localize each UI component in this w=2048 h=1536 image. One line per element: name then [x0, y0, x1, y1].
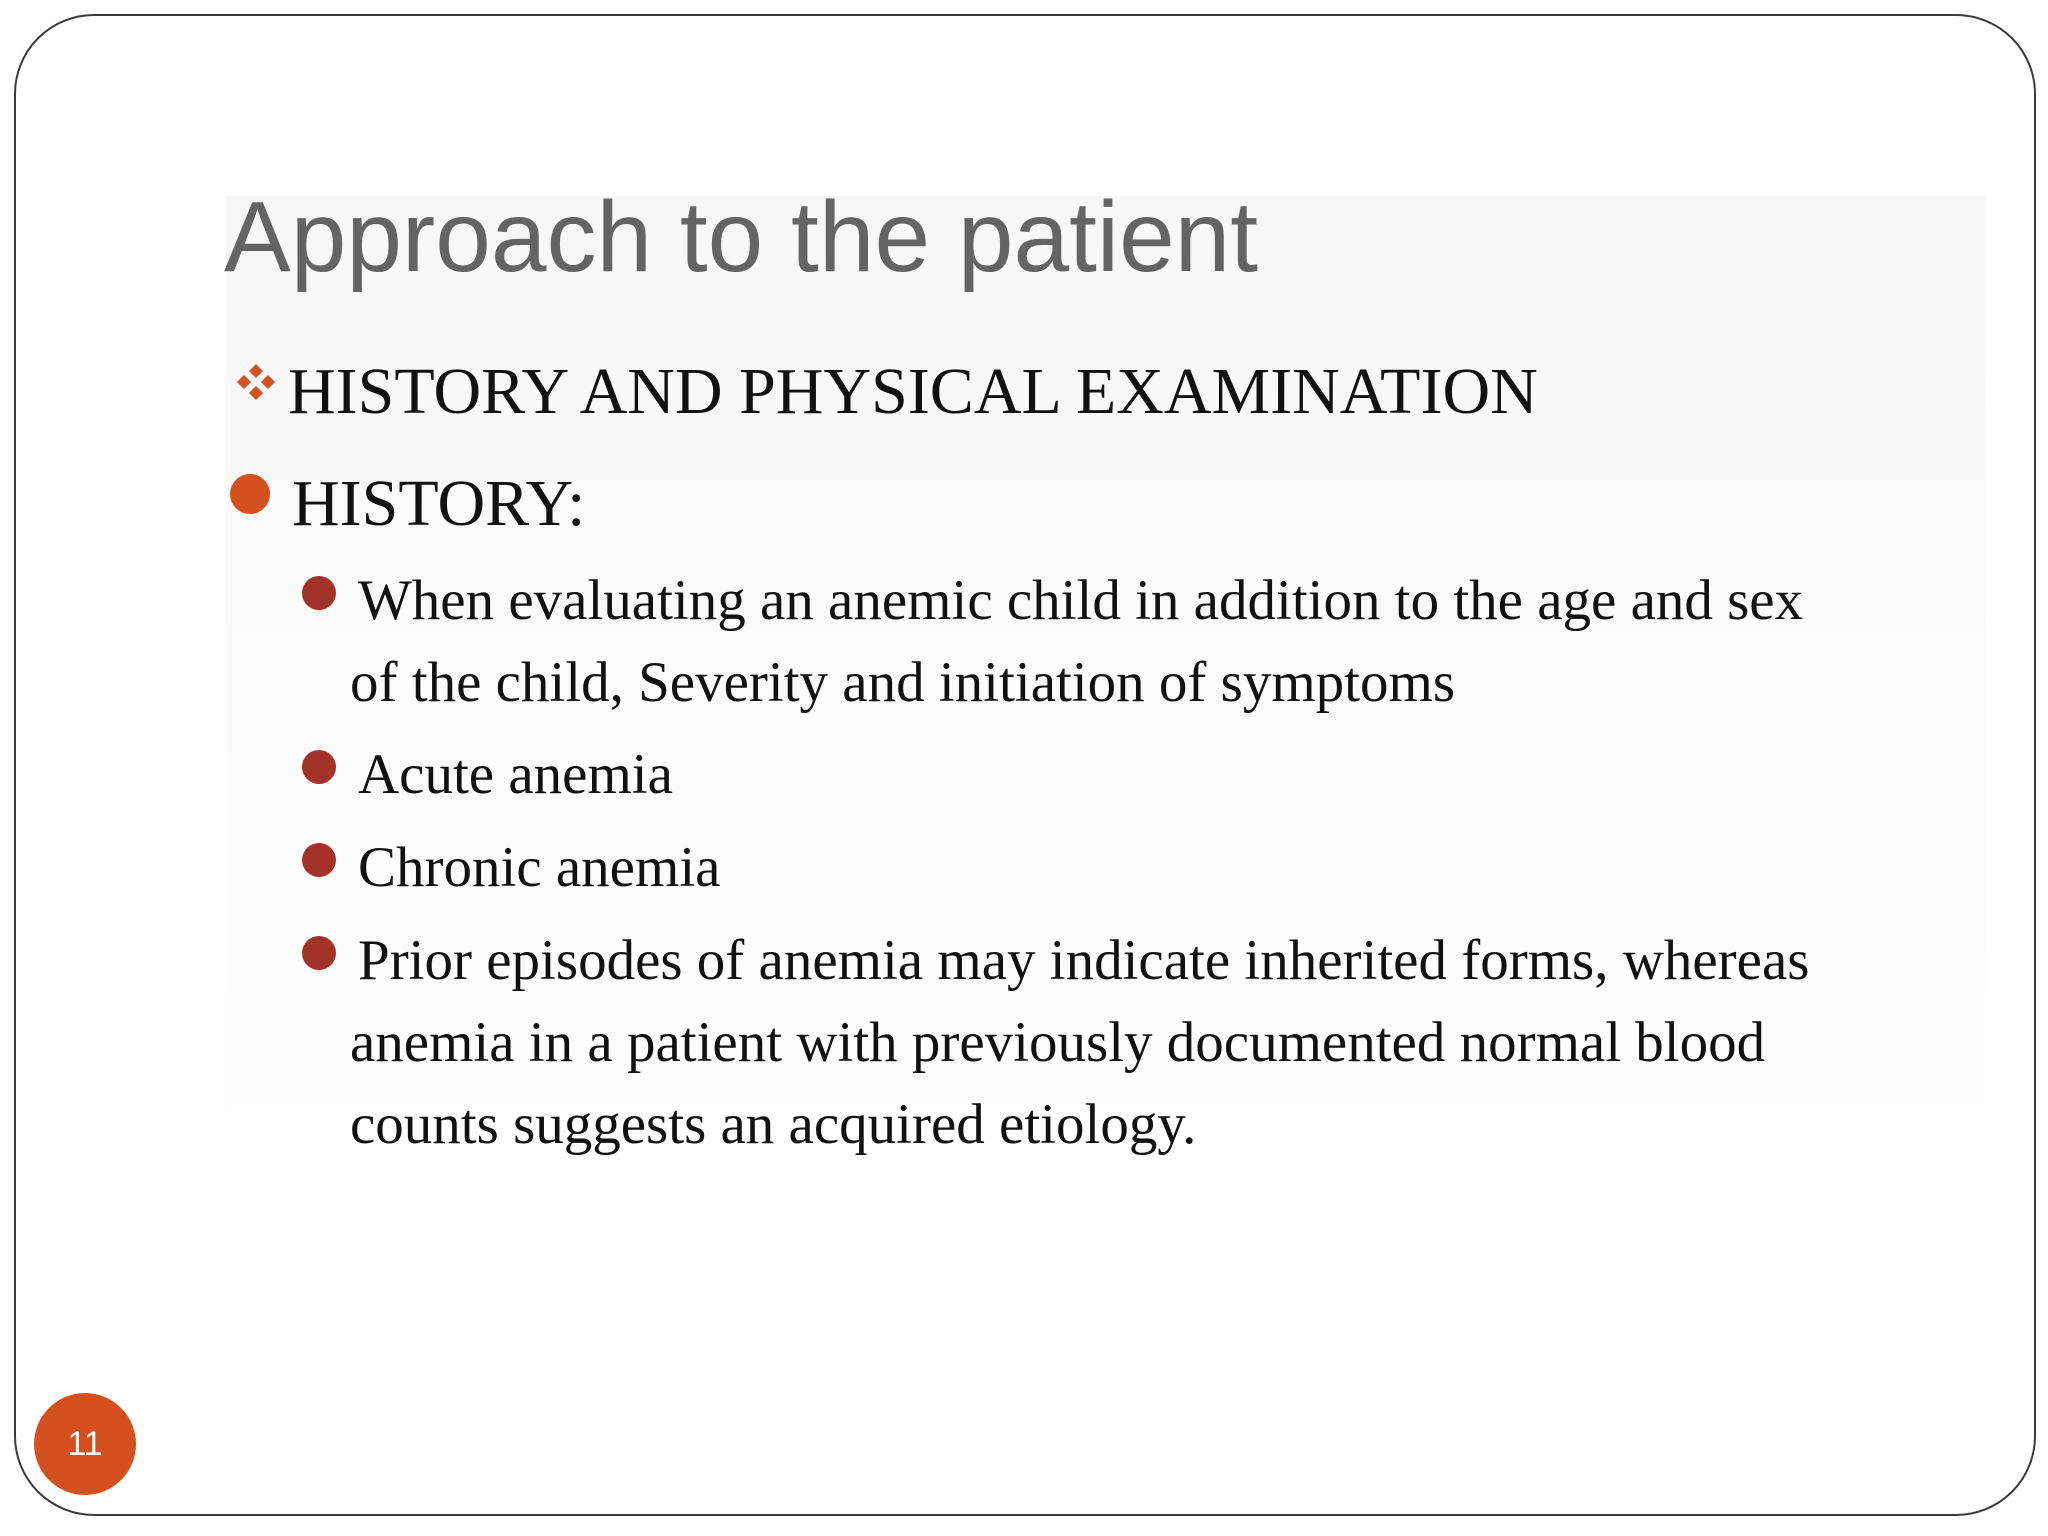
list-item: [350, 734, 673, 816]
list-item-line: Chronic anemia: [358, 836, 721, 899]
bullet-dot-icon: [302, 936, 336, 970]
list-item-line: of the child, Severity and initiation of symptoms: [350, 651, 1456, 714]
page-number-badge: 11: [34, 1393, 136, 1495]
list-item-line: Acute anemia: [358, 743, 673, 806]
list-item-line: counts suggests an acquired etiology.: [350, 1093, 1197, 1156]
bullet-dot-icon: [302, 843, 336, 877]
section-heading: HISTORY AND PHYSICAL EXAMINATION: [288, 355, 1538, 428]
slide-title: Approach to the patient: [224, 181, 1259, 293]
diamond-cluster-icon: [232, 362, 280, 402]
list-item-line: anemia in a patient with previously documented normal blood: [350, 1011, 1766, 1074]
bullet-dot-icon: [302, 750, 336, 784]
history-bullet-icon: [230, 474, 270, 514]
list-item-line: Prior episodes of anemia may indicate inherited forms, whereas: [358, 929, 1810, 992]
history-label: HISTORY:: [292, 467, 586, 540]
bullet-dot-icon: [302, 576, 336, 610]
list-item-line: When evaluating an anemic child in addition to the age and sex: [358, 569, 1804, 632]
list-item: [350, 560, 1803, 724]
list-item: [350, 920, 1809, 1166]
list-item: [350, 827, 720, 909]
